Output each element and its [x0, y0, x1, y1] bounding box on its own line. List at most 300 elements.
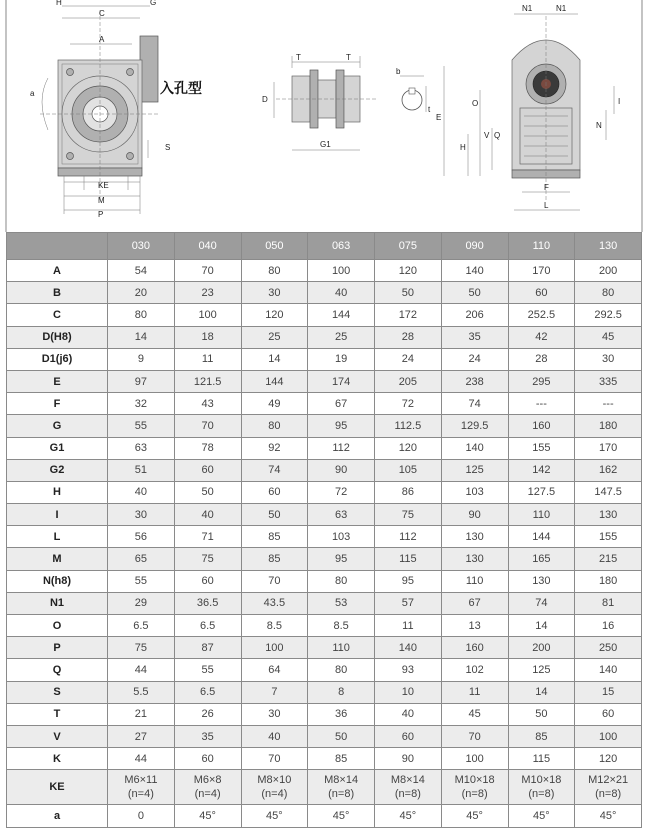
table-cell: 80	[108, 304, 175, 326]
table-cell: 0	[108, 805, 175, 827]
dim-label-q: Q	[494, 131, 501, 140]
table-cell: 87	[174, 637, 241, 659]
table-cell: 147.5	[575, 481, 642, 503]
table-cell: 115	[375, 548, 442, 570]
row-label: T	[7, 703, 108, 725]
row-label: S	[7, 681, 108, 703]
table-cell: 103	[441, 481, 508, 503]
table-cell: 250	[575, 637, 642, 659]
dim-label-s: S	[165, 143, 171, 152]
table-cell: 86	[375, 481, 442, 503]
ke-size: M12×21	[588, 774, 629, 787]
table-cell: 103	[308, 526, 375, 548]
column-header: 063	[308, 233, 375, 260]
table-cell: 36.5	[174, 592, 241, 614]
row-label: E	[7, 370, 108, 392]
table-cell: 45	[441, 703, 508, 725]
table-header-row	[7, 233, 642, 260]
table-cell: 54	[108, 260, 175, 282]
row-label: F	[7, 393, 108, 415]
table-cell: 75	[375, 504, 442, 526]
table-cell: 85	[308, 748, 375, 770]
table-cell: 70	[174, 415, 241, 437]
table-cell: 129.5	[441, 415, 508, 437]
table-cell: 14	[241, 348, 308, 370]
ke-count: (n=4)	[127, 788, 154, 801]
table-row	[7, 615, 642, 637]
table-cell: 40	[241, 725, 308, 747]
table-cell: 85	[508, 725, 575, 747]
table-row	[7, 659, 642, 681]
table-cell: 56	[108, 526, 175, 548]
row-label: O	[7, 615, 108, 637]
ke-size: M10×18	[454, 774, 495, 787]
table-cell: 97	[108, 370, 175, 392]
table-cell: 206	[441, 304, 508, 326]
table-cell: 174	[308, 370, 375, 392]
table-cell: 8.5	[308, 615, 375, 637]
table-cell: 15	[575, 681, 642, 703]
table-cell: 215	[575, 548, 642, 570]
table-cell: 172	[375, 304, 442, 326]
table-cell: 140	[441, 437, 508, 459]
table-cell: 30	[575, 348, 642, 370]
table-cell: 160	[441, 637, 508, 659]
table-cell: 74	[508, 592, 575, 614]
table-row	[7, 681, 642, 703]
table-cell: 44	[108, 659, 175, 681]
table-cell: 127.5	[508, 481, 575, 503]
table-cell: 180	[575, 415, 642, 437]
ke-count: (n=8)	[528, 788, 555, 801]
table-row	[7, 348, 642, 370]
table-cell: 93	[375, 659, 442, 681]
column-header: 090	[441, 233, 508, 260]
table-row-angle	[7, 805, 642, 827]
table-cell: 238	[441, 370, 508, 392]
table-cell: 45°	[508, 805, 575, 827]
table-cell: 155	[508, 437, 575, 459]
table-cell: 90	[308, 459, 375, 481]
table-cell: 32	[108, 393, 175, 415]
table-row	[7, 304, 642, 326]
table-row	[7, 637, 642, 659]
left-view	[30, 0, 170, 219]
table-cell: 70	[441, 725, 508, 747]
table-row-ke	[7, 770, 642, 805]
dim-label-t-small: t	[428, 105, 431, 114]
table-cell: 95	[308, 415, 375, 437]
table-cell: 144	[508, 526, 575, 548]
table-row	[7, 526, 642, 548]
table-cell: 24	[375, 348, 442, 370]
table-cell: 142	[508, 459, 575, 481]
table-cell: 35	[174, 725, 241, 747]
table-cell: 50	[441, 282, 508, 304]
dimension-drawing	[0, 0, 650, 232]
dim-label-b: b	[396, 67, 401, 76]
table-cell: 125	[441, 459, 508, 481]
row-label: B	[7, 282, 108, 304]
row-label: M	[7, 548, 108, 570]
table-row	[7, 326, 642, 348]
row-label: V	[7, 725, 108, 747]
table-cell: 53	[308, 592, 375, 614]
table-row	[7, 370, 642, 392]
table-cell: 30	[241, 703, 308, 725]
column-header: 075	[375, 233, 442, 260]
table-row	[7, 570, 642, 592]
table-cell: 110	[308, 637, 375, 659]
table-cell: 120	[375, 437, 442, 459]
table-cell: 63	[308, 504, 375, 526]
table-cell: 95	[375, 570, 442, 592]
table-cell: 20	[108, 282, 175, 304]
table-cell: 50	[308, 725, 375, 747]
table-cell: 11	[441, 681, 508, 703]
ke-count: (n=4)	[194, 788, 221, 801]
ke-count: (n=8)	[595, 788, 622, 801]
table-cell: 125	[508, 659, 575, 681]
table-cell: 6.5	[174, 681, 241, 703]
table-cell: 29	[108, 592, 175, 614]
table-cell: 55	[174, 659, 241, 681]
table-cell: 7	[241, 681, 308, 703]
dim-label-f: F	[544, 183, 549, 192]
table-cell: 200	[508, 637, 575, 659]
table-cell: 85	[241, 526, 308, 548]
table-cell: 50	[174, 481, 241, 503]
table-cell: 155	[575, 526, 642, 548]
table-cell: 130	[441, 526, 508, 548]
row-label: N(h8)	[7, 570, 108, 592]
table-cell: 57	[375, 592, 442, 614]
table-cell: 100	[241, 637, 308, 659]
dim-label-t-left: T	[296, 53, 301, 62]
ke-size: M8×10	[257, 774, 292, 787]
dim-label-h-right: H	[460, 143, 466, 152]
dim-label-n: N	[596, 121, 602, 130]
column-header: 110	[508, 233, 575, 260]
table-cell: 35	[441, 326, 508, 348]
table-cell: 144	[308, 304, 375, 326]
table-cell: 43	[174, 393, 241, 415]
table-cell: 11	[375, 615, 442, 637]
row-label: L	[7, 526, 108, 548]
table-cell: 80	[308, 570, 375, 592]
row-label: K	[7, 748, 108, 770]
row-label: KE	[7, 770, 108, 805]
row-label: G1	[7, 437, 108, 459]
table-cell: 14	[508, 615, 575, 637]
table-cell: 81	[575, 592, 642, 614]
table-cell: 71	[174, 526, 241, 548]
table-row	[7, 592, 642, 614]
table-cell: 8	[308, 681, 375, 703]
table-cell: 170	[575, 437, 642, 459]
table-cell: 24	[441, 348, 508, 370]
table-cell: 130	[441, 548, 508, 570]
table-cell: 27	[108, 725, 175, 747]
table-cell: 23	[174, 282, 241, 304]
table-cell: 130	[508, 570, 575, 592]
table-body	[7, 260, 642, 828]
table-cell: 45°	[575, 805, 642, 827]
table-row	[7, 481, 642, 503]
table-cell	[441, 770, 508, 805]
dim-label-d: D	[262, 95, 268, 104]
table-cell: 140	[375, 637, 442, 659]
table-cell: 45°	[174, 805, 241, 827]
table-cell: 120	[375, 260, 442, 282]
table-cell: 140	[441, 260, 508, 282]
table-cell: 80	[308, 659, 375, 681]
table-cell: 115	[508, 748, 575, 770]
table-cell: 110	[441, 570, 508, 592]
table-cell: 160	[508, 415, 575, 437]
table-cell: 50	[241, 504, 308, 526]
dim-label-e: E	[436, 113, 442, 122]
table-cell: 50	[508, 703, 575, 725]
table-cell: 70	[241, 570, 308, 592]
table-cell: 19	[308, 348, 375, 370]
table-cell: 200	[575, 260, 642, 282]
table-cell: 295	[508, 370, 575, 392]
row-label: I	[7, 504, 108, 526]
row-label: A	[7, 260, 108, 282]
table-row	[7, 548, 642, 570]
table-cell: 78	[174, 437, 241, 459]
table-cell: 100	[308, 260, 375, 282]
ke-size: M6×8	[193, 774, 222, 787]
table-row	[7, 725, 642, 747]
table-cell: 65	[108, 548, 175, 570]
column-header: 040	[174, 233, 241, 260]
table-cell: 335	[575, 370, 642, 392]
dim-label-a: A	[99, 35, 105, 44]
table-cell: 140	[575, 659, 642, 681]
table-cell: 90	[441, 504, 508, 526]
table-cell: 144	[241, 370, 308, 392]
dim-label-n1-right: N1	[556, 4, 567, 13]
table-cell: 14	[108, 326, 175, 348]
ke-count: (n=8)	[328, 788, 355, 801]
dim-label-n1-left: N1	[522, 4, 533, 13]
table-cell	[241, 770, 308, 805]
dim-label-h: H	[56, 0, 62, 7]
table-cell: 60	[174, 570, 241, 592]
table-cell: 100	[575, 725, 642, 747]
table-cell: 45°	[375, 805, 442, 827]
table-cell: 80	[575, 282, 642, 304]
ke-size: M8×14	[390, 774, 425, 787]
table-cell: 13	[441, 615, 508, 637]
table-row	[7, 282, 642, 304]
table-cell: 9	[108, 348, 175, 370]
ke-count: (n=4)	[261, 788, 288, 801]
dimension-table	[6, 232, 642, 828]
table-cell: 180	[575, 570, 642, 592]
row-label: P	[7, 637, 108, 659]
table-row	[7, 415, 642, 437]
table-cell: 14	[508, 681, 575, 703]
table-cell: 121.5	[174, 370, 241, 392]
table-cell: 112	[308, 437, 375, 459]
table-cell: 36	[308, 703, 375, 725]
table-cell: 55	[108, 415, 175, 437]
table-cell: 6.5	[174, 615, 241, 637]
table-cell: 45	[575, 326, 642, 348]
right-view	[436, 4, 620, 210]
table-cell: 85	[241, 548, 308, 570]
table-cell: 40	[108, 481, 175, 503]
table-cell: 74	[441, 393, 508, 415]
dim-label-t-right: T	[346, 53, 351, 62]
table-cell: 18	[174, 326, 241, 348]
ke-count: (n=8)	[394, 788, 421, 801]
dim-label-i: I	[618, 97, 621, 106]
row-label: a	[7, 805, 108, 827]
dim-label-m: M	[98, 196, 105, 205]
table-cell: 25	[241, 326, 308, 348]
table-cell: 60	[174, 748, 241, 770]
table-cell	[575, 770, 642, 805]
table-cell: 80	[241, 260, 308, 282]
table-cell: 74	[241, 459, 308, 481]
dim-label-o: O	[472, 99, 479, 108]
table-cell: 25	[308, 326, 375, 348]
table-cell: 60	[575, 703, 642, 725]
row-label: H	[7, 481, 108, 503]
dim-label-v: V	[484, 131, 490, 140]
table-cell: 55	[108, 570, 175, 592]
table-cell: 60	[508, 282, 575, 304]
table-cell: 95	[308, 548, 375, 570]
ke-size: M10×18	[521, 774, 562, 787]
table-cell	[375, 770, 442, 805]
table-cell: 40	[375, 703, 442, 725]
table-cell: 80	[241, 415, 308, 437]
technical-drawing	[0, 0, 650, 232]
table-cell: 105	[375, 459, 442, 481]
table-cell: 50	[375, 282, 442, 304]
row-label: D(H8)	[7, 326, 108, 348]
entry-type-label: 入孔型	[160, 81, 202, 97]
table-cell: 72	[375, 393, 442, 415]
table-cell: 60	[174, 459, 241, 481]
table-cell: 26	[174, 703, 241, 725]
table-cell: 30	[241, 282, 308, 304]
table-cell: 120	[575, 748, 642, 770]
table-cell: 90	[375, 748, 442, 770]
table-cell: 6.5	[108, 615, 175, 637]
table-cell: 60	[241, 481, 308, 503]
column-header: 130	[575, 233, 642, 260]
table-cell: 72	[308, 481, 375, 503]
table-row	[7, 504, 642, 526]
table-cell: 45°	[441, 805, 508, 827]
table-cell: 75	[108, 637, 175, 659]
table-cell: 100	[174, 304, 241, 326]
table-cell: 16	[575, 615, 642, 637]
table-cell: 63	[108, 437, 175, 459]
table-cell: 112.5	[375, 415, 442, 437]
table-cell: 205	[375, 370, 442, 392]
table-cell: 92	[241, 437, 308, 459]
table-cell: 28	[375, 326, 442, 348]
row-label: G	[7, 415, 108, 437]
row-label: C	[7, 304, 108, 326]
table-cell: 292.5	[575, 304, 642, 326]
dim-label-p: P	[98, 210, 104, 219]
dim-label-g1: G1	[320, 140, 331, 149]
table-cell: 10	[375, 681, 442, 703]
row-label: Q	[7, 659, 108, 681]
table-cell: 252.5	[508, 304, 575, 326]
table-cell: 110	[508, 504, 575, 526]
table-cell: 44	[108, 748, 175, 770]
ke-size: M6×11	[124, 774, 158, 787]
middle-view	[262, 53, 431, 150]
column-header: 050	[241, 233, 308, 260]
table-row	[7, 748, 642, 770]
header-blank	[7, 233, 108, 260]
table-cell: 70	[241, 748, 308, 770]
table-cell: 28	[508, 348, 575, 370]
table-cell: 60	[375, 725, 442, 747]
table-cell: 42	[508, 326, 575, 348]
table-cell: 67	[308, 393, 375, 415]
table-cell: 30	[108, 504, 175, 526]
table-cell: 100	[441, 748, 508, 770]
table-cell: 45°	[308, 805, 375, 827]
table-cell: 45°	[241, 805, 308, 827]
table-cell: 40	[308, 282, 375, 304]
table-row	[7, 260, 642, 282]
table-cell: 120	[241, 304, 308, 326]
row-label: D1(j6)	[7, 348, 108, 370]
table-cell: 130	[575, 504, 642, 526]
dim-label-c: C	[99, 9, 105, 18]
table-row	[7, 437, 642, 459]
table-cell: 5.5	[108, 681, 175, 703]
table-cell: 51	[108, 459, 175, 481]
table-cell	[508, 770, 575, 805]
dim-label-alpha: a	[30, 89, 35, 98]
table-cell	[308, 770, 375, 805]
table-cell: ---	[575, 393, 642, 415]
table-row	[7, 393, 642, 415]
table-cell: 75	[174, 548, 241, 570]
row-label: N1	[7, 592, 108, 614]
table-cell: 40	[174, 504, 241, 526]
table-row	[7, 703, 642, 725]
table-cell: ---	[508, 393, 575, 415]
dim-label-l: L	[544, 201, 549, 210]
table-cell: 162	[575, 459, 642, 481]
table-cell: 8.5	[241, 615, 308, 637]
table-cell: 102	[441, 659, 508, 681]
table-cell: 21	[108, 703, 175, 725]
ke-count: (n=8)	[461, 788, 488, 801]
table-cell: 112	[375, 526, 442, 548]
ke-size: M8×14	[324, 774, 359, 787]
dim-label-g: G	[150, 0, 157, 7]
table-cell: 11	[174, 348, 241, 370]
table-cell: 170	[508, 260, 575, 282]
table-row	[7, 459, 642, 481]
table-cell: 43.5	[241, 592, 308, 614]
